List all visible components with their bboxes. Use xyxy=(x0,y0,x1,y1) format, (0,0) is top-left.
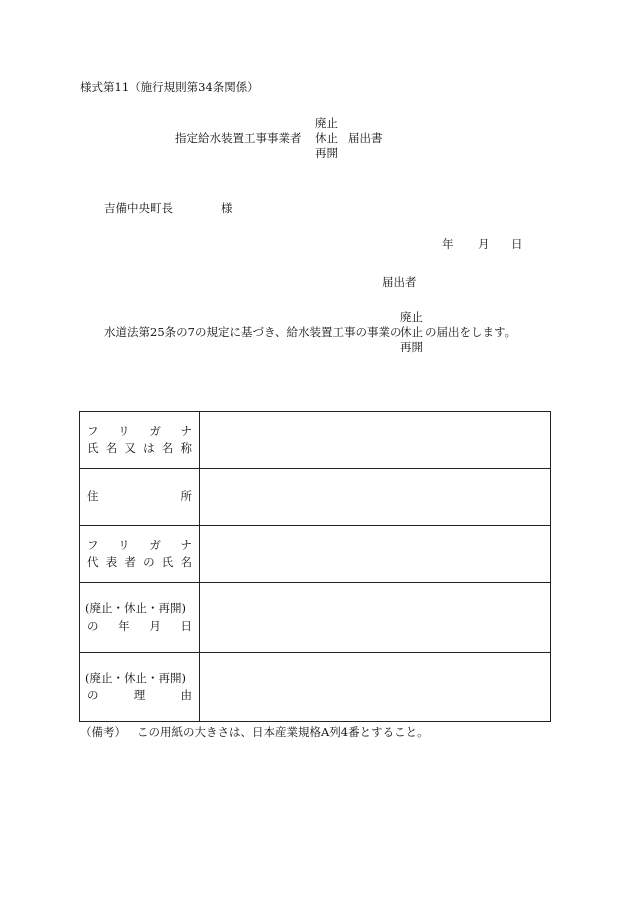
address-label: 住 所 xyxy=(87,489,192,504)
table-row xyxy=(80,469,551,526)
statement-option-abolish: 廃止 xyxy=(400,310,423,324)
reason-of-label: の 理 由 xyxy=(87,688,192,702)
statement-option-suspend: 休止 xyxy=(400,325,423,339)
address-input-cell[interactable] xyxy=(200,469,551,526)
title-suffix: 届出書 xyxy=(348,131,383,145)
form-number: 様式第11（施行規則第34条関係） xyxy=(80,80,259,94)
title-option-resume: 再開 xyxy=(315,146,338,160)
title-main: 指定給水装置工事事業者 xyxy=(175,131,302,145)
representative-label: 代 表 者 の 氏 名 xyxy=(87,555,192,569)
title-option-abolish: 廃止 xyxy=(315,116,338,130)
status-options-label: (廃止・休止・再開) xyxy=(85,601,186,615)
date-input-cell[interactable] xyxy=(200,583,551,653)
name-label-cell xyxy=(80,412,200,469)
date-label-cell xyxy=(80,583,200,653)
reason-input-cell[interactable] xyxy=(200,653,551,722)
application-table xyxy=(79,411,551,722)
table-row xyxy=(80,653,551,722)
reason-label-cell xyxy=(80,653,200,722)
date-day: 日 xyxy=(511,237,523,251)
representative-label-cell xyxy=(80,526,200,583)
furigana-label: フ リ ガ ナ xyxy=(87,537,192,552)
representative-input-cell[interactable] xyxy=(200,526,551,583)
table-row xyxy=(80,412,551,469)
name-label: 氏 名 又 は 名 称 xyxy=(87,441,192,455)
statement-suffix: の届出をします。 xyxy=(425,325,517,339)
furigana-label: フ リ ガ ナ xyxy=(87,423,192,438)
table-row xyxy=(80,583,551,653)
statement-prefix: 水道法第25条の7の規定に基づき、給水装置工事の事業の xyxy=(104,325,402,339)
applicant-label: 届出者 xyxy=(382,275,417,289)
addressee-honorific: 様 xyxy=(221,201,233,215)
remarks-label: （備考） xyxy=(80,725,126,739)
date-year: 年 xyxy=(442,237,454,251)
address-label-cell xyxy=(80,469,200,526)
date-of-label: の 年 月 日 xyxy=(87,618,192,633)
status-options-label: (廃止・休止・再開) xyxy=(85,670,186,685)
addressee-name: 吉備中央町長 xyxy=(104,201,173,215)
table-row xyxy=(80,526,551,583)
date-month: 月 xyxy=(478,237,490,251)
remarks-text: この用紙の大きさは、日本産業規格A列4番とすること。 xyxy=(137,725,429,739)
name-input-cell[interactable] xyxy=(200,412,551,469)
title-option-suspend: 休止 xyxy=(315,131,338,145)
statement-option-resume: 再開 xyxy=(400,340,423,354)
